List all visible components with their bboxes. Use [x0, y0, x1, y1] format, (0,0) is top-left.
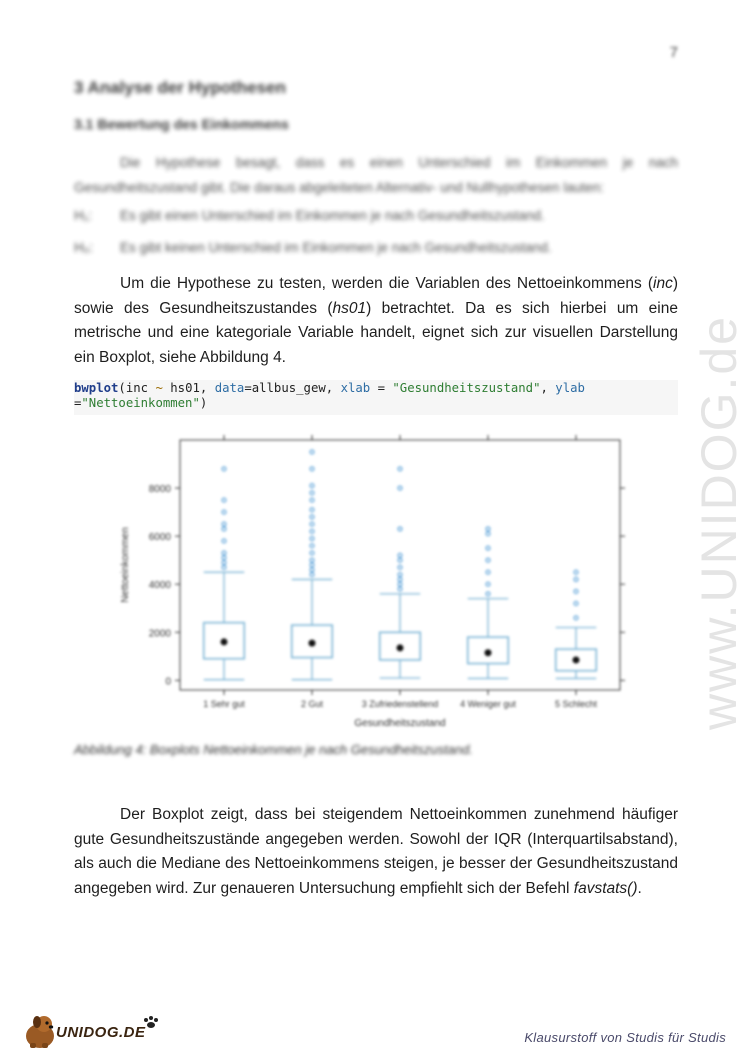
text-run: ) sowie des Gesundheitszustandes (: [74, 275, 678, 317]
x-tick-label: 4 Weniger gut: [460, 699, 516, 709]
page-number: 7: [669, 44, 678, 61]
box-outlier: [398, 582, 402, 586]
box-outlier: [222, 527, 226, 531]
box-outlier: [574, 589, 578, 593]
x-tick-label: 3 Zufriedenstellend: [361, 699, 439, 709]
box-outlier: [310, 450, 314, 454]
box-outlier: [310, 537, 314, 541]
code-argument: data: [214, 381, 245, 395]
box-outlier: [310, 515, 314, 519]
box-outlier: [310, 558, 314, 562]
box-outlier: [222, 561, 226, 565]
code-function: bwplot: [74, 381, 119, 395]
box-outlier: [310, 563, 314, 567]
box-outlier: [310, 544, 314, 548]
box-outlier: [310, 498, 314, 502]
variable-name: inc: [653, 275, 673, 292]
box-outlier: [310, 573, 314, 577]
box-outlier: [574, 577, 578, 581]
box-outlier: [398, 558, 402, 562]
method-paragraph: [74, 272, 678, 370]
box-outlier: [222, 522, 226, 526]
hypothesis-0: [74, 240, 551, 255]
box-outlier: [310, 491, 314, 495]
intro-text: Die Hypothese besagt, dass es einen Unterschied im Einkommen je nach Gesundheitszustand gibt. Die daraus abgeleiteten Alternativ- und Nullhypothesen lauten:: [74, 155, 678, 195]
y-tick-label: 6000: [148, 532, 171, 544]
box-outlier: [222, 539, 226, 543]
code-operator: ~: [155, 381, 163, 395]
box-outlier: [486, 546, 490, 550]
code-token: ): [199, 396, 208, 410]
y-tick-label: 8000: [148, 484, 171, 496]
box-median: [221, 638, 228, 645]
box-outlier: [398, 565, 402, 569]
y-axis-label: Nettoeinkommen: [120, 527, 131, 603]
code-argument: xlab: [340, 381, 371, 395]
box-outlier: [310, 508, 314, 512]
box-median: [309, 640, 316, 647]
code-token: =: [74, 396, 82, 410]
hypothesis-text: Es gibt keinen Unterschied im Einkommen je nach Gesundheitszustand.: [120, 240, 552, 255]
footer-logo-text: UNIDOG.DE: [56, 1024, 146, 1041]
box-outlier: [486, 570, 490, 574]
box-outlier: [398, 587, 402, 591]
box-outlier: [222, 467, 226, 471]
box-outlier: [574, 601, 578, 605]
box-outlier: [310, 568, 314, 572]
box-median: [485, 649, 492, 656]
variable-name: hs01: [332, 299, 367, 317]
y-tick-label: 2000: [148, 628, 171, 640]
code-token: =: [370, 381, 393, 395]
box-outlier: [486, 532, 490, 536]
code-token: hs01,: [162, 381, 215, 395]
box-outlier: [222, 556, 226, 560]
box-outlier: [398, 527, 402, 531]
box-outlier: [222, 510, 226, 514]
box-outlier: [574, 616, 578, 620]
box-outlier: [310, 551, 314, 555]
code-token: (inc: [118, 381, 156, 395]
box-outlier: [398, 467, 402, 471]
box-outlier: [222, 498, 226, 502]
boxplot-chart: [110, 428, 630, 730]
box-outlier: [398, 486, 402, 490]
subsection-heading: 3.1 Bewertung des Einkommens: [74, 116, 289, 132]
code-argument: ylab: [555, 381, 585, 395]
box-outlier: [398, 573, 402, 577]
section-heading: 3 Analyse der Hypothesen: [74, 78, 286, 97]
code-token: ,: [540, 381, 556, 395]
intro-paragraph: [74, 150, 678, 200]
box-outlier: [398, 553, 402, 557]
hypothesis-text: Es gibt einen Unterschied im Einkommen je nach Gesundheitszustand.: [120, 208, 545, 223]
figure-caption: Abbildung 4: Boxplots Nettoeinkommen je nach Gesundheitszustand.: [74, 742, 473, 757]
box-outlier: [486, 592, 490, 596]
box-outlier: [486, 527, 490, 531]
code-block: [74, 380, 678, 415]
code-string: "Gesundheitszustand": [392, 381, 541, 395]
x-tick-label: 1 Sehr gut: [203, 699, 245, 709]
text-run: .: [637, 879, 642, 897]
text-run: Der Boxplot zeigt, dass bei steigendem Nettoeinkommen zunehmend häufiger gute Gesundheitszustände angegeben werden. Sowohl der IQR (Interquartilsabstand), als auch die Mediane des Nettoeinkommens steigen, je besser der Gesundheitszustand angegeben wird. Zur genaueren Untersuchung empfiehlt sich der Befehl: [74, 806, 678, 897]
command-name: favstats(): [573, 879, 638, 897]
box-outlier: [486, 582, 490, 586]
box-outlier: [310, 484, 314, 488]
conclusion-paragraph: [74, 803, 678, 901]
hypothesis-1: [74, 208, 545, 223]
box-outlier: [310, 529, 314, 533]
hypothesis-label: H₀:: [74, 240, 94, 255]
code-token: =allbus_gew,: [244, 381, 341, 395]
box-outlier: [574, 570, 578, 574]
code-string: "Nettoeinkommen": [81, 396, 200, 410]
text-run: ) betrachtet. Da es sich hierbei um eine metrische und eine kategoriale Variable handelt, eignet sich zur visuellen Darstellung ein Boxplot, siehe Abbildung 4.: [74, 299, 678, 366]
box-outlier: [222, 565, 226, 569]
y-tick-label: 4000: [148, 580, 171, 592]
box-outlier: [222, 551, 226, 555]
y-tick-label: 0: [165, 676, 171, 688]
x-tick-label: 5 Schlecht: [554, 699, 598, 709]
box-median: [397, 644, 404, 651]
hypothesis-label: H₁:: [74, 208, 93, 223]
box-outlier: [486, 558, 490, 562]
x-tick-label: 2 Gut: [300, 699, 324, 709]
watermark: www.UNIDOG.de: [691, 315, 747, 730]
box-outlier: [398, 577, 402, 581]
box-outlier: [310, 522, 314, 526]
text-run: Um die Hypothese zu testen, werden die Variablen des Nettoeinkommens (: [120, 275, 653, 292]
x-axis-label: Gesundheitszustand: [354, 718, 446, 729]
box-median: [573, 656, 580, 663]
footer-tagline: Klausurstoff von Studis für Studis: [524, 1030, 726, 1045]
box-outlier: [310, 467, 314, 471]
